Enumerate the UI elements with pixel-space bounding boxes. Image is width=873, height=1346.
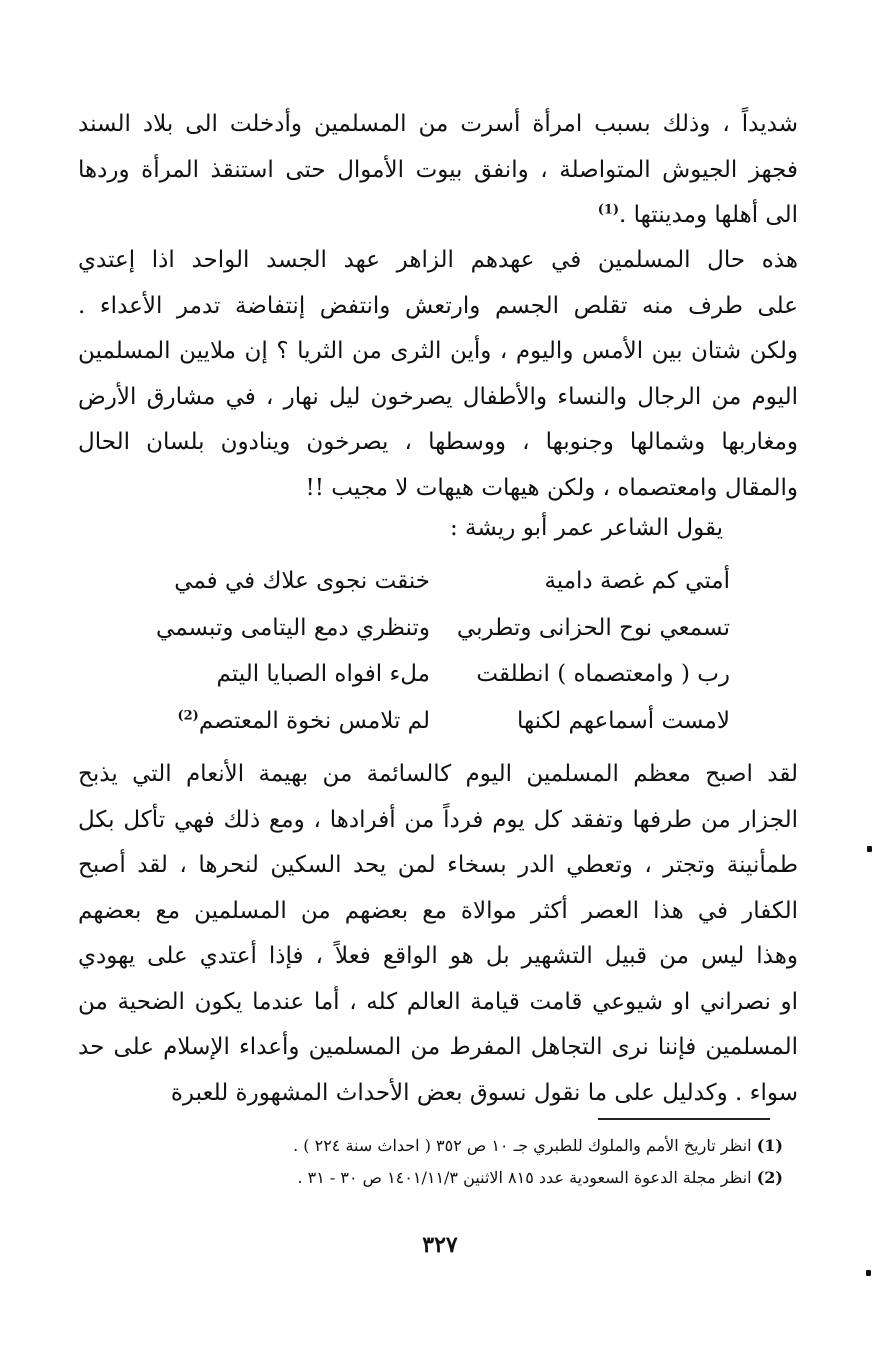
footnote-1 (83, 1130, 783, 1162)
scan-mark (866, 1270, 871, 1276)
poem-verse (140, 558, 730, 605)
poem-intro: يقول الشاعر عمر أبو ريشة : (449, 515, 723, 541)
footnotes (83, 1130, 783, 1194)
text-line: ومغاربها وشمالها وجنوبها ، ووسطها ، يصرخون وينادون بلسان الحال (78, 429, 798, 455)
verse-first-hemistich: رب ( وامعتصماه ) انطلقت (476, 661, 730, 687)
text-line: او نصراني او شيوعي قامت قيامة العالم كله ، أما عندما يكون الضحية من (78, 988, 798, 1015)
text-line: وهذا ليس من قبيل التشهير بل هو الواقع فعلاً ، فإذا أعتدي على يهودي (78, 943, 798, 969)
page-number: ٣٢٧ (422, 1232, 458, 1258)
verse-second-hemistich: خنقت نجوى علاك في فمي (174, 568, 430, 594)
footnote-ref-2: (2) (177, 707, 199, 723)
text-line: المسلمين فإننا نرى التجاهل المفرط من المسلمين وأعداء الإسلام على حد (78, 1034, 798, 1060)
poem-verse (140, 605, 730, 652)
footnote-number: (2) (756, 1168, 783, 1187)
verse-first-hemistich: تسمعي نوح الحزانى وتطربي (456, 614, 730, 641)
scan-mark (867, 846, 872, 852)
footnote-divider (598, 1118, 770, 1120)
verse-first-hemistich: أمتي كم غصة دامية (544, 568, 730, 594)
text-line: اليوم من الرجال والنساء والأطفال يصرخون ليل نهار ، في مشارق الأرض (78, 383, 798, 410)
text-line: والمقال وامعتصماه ، ولكن هيهات هيهات لا مجيب !! (305, 474, 798, 501)
hemistich-text: لم تلامس نخوة المعتصم (198, 707, 430, 734)
verse-second-hemistich: وتنظري دمع اليتامى وتبسمي (156, 614, 430, 641)
footnote-number: (1) (756, 1136, 783, 1155)
verse-second-hemistich (140, 698, 430, 744)
footnote-ref-1: (1) (597, 202, 620, 218)
footnote-2 (83, 1162, 783, 1194)
text-line: الجزار من طرفها وتفقد كل يوم فرداً من أفرادها ، ومع ذلك فهي تأكل بكل (78, 806, 798, 833)
text-line: هذه حال المسلمين في عهدهم الزاهر عهد الجسد الواحد اذا إعتدي (78, 247, 798, 273)
poem-verse (140, 698, 730, 745)
text-line: ولكن شتان بين الأمس واليوم ، وأين الثرى من الثريا ؟ إن ملايين المسلمين (78, 338, 798, 364)
footnote-text: انظر مجلة الدعوة السعودية عدد ٨١٥ الاثنين ١٤٠١/١١/٣ ص ٣٠ - ٣١ . (297, 1168, 752, 1187)
verse-first-hemistich: لامست أسماعهم لكنها (516, 707, 730, 734)
footnote-text: انظر تاريخ الأمم والملوك للطبري جـ ١٠ ص ٣٥٢ ( احداث سنة ٢٢٤ ) . (293, 1136, 752, 1155)
text-line: طمأنينة وتجتر ، وتعطي الدر بسخاء لمن يحد السكين لنحرها ، لقد أصبح (78, 852, 798, 878)
text-line: الكفار في هذا العصر أكثر موالاة مع بعضهم من المسلمين مع بعضهم (78, 897, 798, 924)
text-line: لقد اصبح معظم المسلمين اليوم كالسائمة من بهيمة الأنعام التي يذبح (78, 761, 798, 787)
verse-second-hemistich: ملء افواه الصبايا اليتم (216, 661, 430, 687)
text-line: فجهز الجيوش المتواصلة ، وانفق بيوت الأموال حتى استنقذ المرأة وردها (78, 156, 798, 183)
text-line: على طرف منه تقلص الجسم وارتعش وانتفض إنتفاضة تدمر الأعداء . (78, 292, 798, 319)
poem-verse (140, 651, 730, 698)
text-line: شديداً ، وذلك بسبب امرأة أسرت من المسلمين وأدخلت الى بلاد السند (78, 111, 798, 137)
poem (140, 558, 730, 744)
paragraph-1 (78, 102, 798, 239)
text-line (78, 193, 798, 239)
text-line-content: الى أهلها ومدينتها . (619, 202, 798, 228)
text-line: سواء . وكدليل على ما نقول نسوق بعض الأحداث المشهورة للعبرة (170, 1079, 798, 1106)
paragraph-2 (78, 238, 798, 511)
paragraph-3 (78, 752, 798, 1116)
